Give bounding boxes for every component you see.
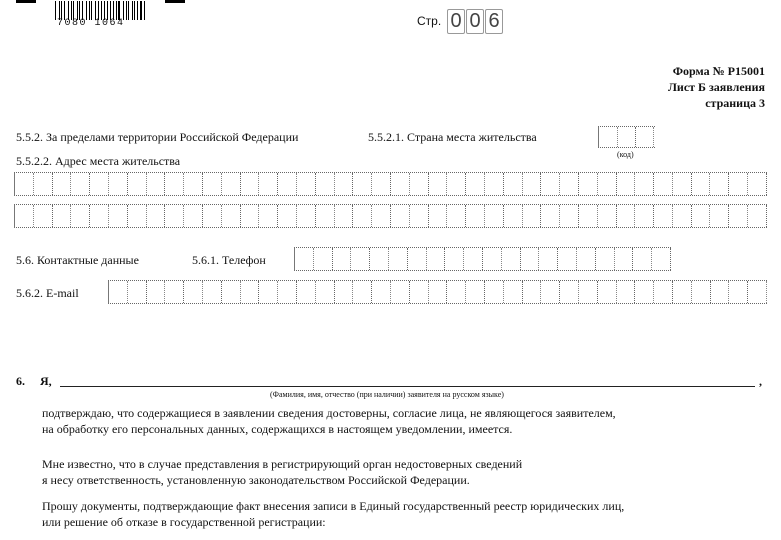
field-cell <box>710 173 729 195</box>
field-cell <box>445 248 464 270</box>
field-cell <box>692 173 711 195</box>
field-cell <box>316 205 335 227</box>
field-cell <box>673 205 692 227</box>
field-cell <box>34 173 53 195</box>
field-cell <box>353 205 372 227</box>
phone-label: 5.6.1. Телефон <box>192 253 266 267</box>
field-cell <box>485 205 504 227</box>
field-cell <box>335 281 354 303</box>
field-cell <box>147 281 166 303</box>
responsibility-line-1: Мне известно, что в случае представления в регистрирующий орган недостоверных сведений <box>42 457 523 471</box>
field-cell <box>579 205 598 227</box>
barcode-bar <box>55 1 56 20</box>
field-cell <box>241 173 260 195</box>
field-cell <box>184 173 203 195</box>
field-cell <box>278 281 297 303</box>
field-cell <box>147 173 166 195</box>
field-cell <box>652 248 671 270</box>
field-cell <box>560 173 579 195</box>
field-cell <box>335 205 354 227</box>
field-cell <box>147 205 166 227</box>
field-cell <box>128 205 147 227</box>
field-cell <box>109 173 128 195</box>
page-digit-3: 6 <box>485 9 503 34</box>
field-cell <box>391 173 410 195</box>
field-cell <box>372 205 391 227</box>
field-cell <box>389 248 408 270</box>
page-digit-1: 0 <box>447 9 465 34</box>
field-cell <box>596 248 615 270</box>
field-cell <box>109 205 128 227</box>
field-cell <box>15 205 34 227</box>
address-label: 5.5.2.2. Адрес места жительства <box>16 154 181 168</box>
field-cell <box>635 205 654 227</box>
field-cell <box>316 281 335 303</box>
field-cell <box>165 281 184 303</box>
field-cell <box>184 205 203 227</box>
request-line-2: или решение об отказе в государственной регистрации: <box>42 515 326 529</box>
field-cell <box>541 173 560 195</box>
field-cell <box>241 281 260 303</box>
page-title: страница 3 <box>705 96 765 110</box>
field-cell <box>579 173 598 195</box>
field-cell <box>335 173 354 195</box>
field-cell <box>635 173 654 195</box>
field-cell <box>259 173 278 195</box>
field-cell <box>410 173 429 195</box>
field-cell <box>71 173 90 195</box>
field-cell <box>295 248 314 270</box>
field-cell <box>165 205 184 227</box>
field-cell <box>203 205 222 227</box>
field-cell <box>297 205 316 227</box>
field-cell <box>539 248 558 270</box>
field-cell <box>447 173 466 195</box>
corner-mark-left <box>16 0 36 3</box>
request-paragraph <box>42 498 624 530</box>
field-cell <box>464 248 483 270</box>
page-digit-2: 0 <box>466 9 484 34</box>
section-5-5-2-label: 5.5.2. За пределами территории Российской Федерации <box>16 130 299 144</box>
confirm-line-1: подтверждаю, что содержащиеся в заявлении сведения достоверны, согласие лица, не являющегося заявителем, <box>42 406 616 420</box>
field-cell <box>617 173 636 195</box>
address-field-line-1[interactable] <box>14 172 767 196</box>
field-cell <box>729 281 748 303</box>
responsibility-paragraph <box>42 456 522 488</box>
field-cell <box>598 205 617 227</box>
responsibility-line-2: я несу ответственность, установленную законодательством Российской Федерации. <box>42 473 470 487</box>
fio-hint: (Фамилия, имя, отчество (при наличии) заявителя на русском языке) <box>270 390 504 399</box>
form-title: Форма № Р15001 <box>672 64 765 78</box>
field-cell <box>259 205 278 227</box>
field-cell <box>184 281 203 303</box>
field-cell <box>410 281 429 303</box>
field-cell <box>710 205 729 227</box>
field-cell <box>353 281 372 303</box>
field-cell <box>297 173 316 195</box>
field-cell <box>615 248 634 270</box>
field-cell <box>654 281 673 303</box>
field-cell <box>278 205 297 227</box>
field-cell <box>541 205 560 227</box>
field-cell <box>617 281 636 303</box>
field-cell <box>427 248 446 270</box>
field-cell <box>351 248 370 270</box>
field-cell <box>410 205 429 227</box>
field-cell <box>523 281 542 303</box>
field-cell <box>729 205 748 227</box>
field-cell <box>408 248 427 270</box>
page-number-boxes <box>447 9 504 34</box>
field-cell <box>314 248 333 270</box>
field-cell <box>333 248 352 270</box>
email-field[interactable] <box>108 280 767 304</box>
page-label: Стр. <box>417 14 442 28</box>
field-cell <box>109 281 128 303</box>
field-cell <box>316 173 335 195</box>
field-cell <box>673 281 692 303</box>
field-cell <box>560 281 579 303</box>
field-cell <box>372 281 391 303</box>
field-cell <box>15 173 34 195</box>
field-cell <box>222 205 241 227</box>
field-cell <box>729 173 748 195</box>
field-cell <box>53 205 72 227</box>
section-6-label: 6. <box>16 374 25 388</box>
field-cell <box>485 173 504 195</box>
field-cell <box>483 248 502 270</box>
field-cell <box>598 173 617 195</box>
field-cell <box>165 173 184 195</box>
field-cell <box>541 281 560 303</box>
field-cell <box>748 281 767 303</box>
field-cell <box>502 248 521 270</box>
field-cell <box>278 173 297 195</box>
field-cell <box>654 173 673 195</box>
barcode-number: 7080 1064 <box>57 18 125 29</box>
field-cell <box>203 281 222 303</box>
field-cell <box>635 281 654 303</box>
field-cell <box>692 205 711 227</box>
field-cell <box>560 205 579 227</box>
field-cell <box>504 205 523 227</box>
field-cell <box>523 205 542 227</box>
field-cell <box>633 248 652 270</box>
fio-comma: , <box>759 374 762 388</box>
field-cell <box>203 173 222 195</box>
email-label: 5.6.2. E-mail <box>16 286 79 300</box>
field-cell <box>90 173 109 195</box>
field-cell <box>748 173 767 195</box>
field-cell <box>521 248 540 270</box>
sheet-title: Лист Б заявления <box>667 80 765 94</box>
field-cell <box>297 281 316 303</box>
field-cell <box>748 205 767 227</box>
field-cell <box>598 281 617 303</box>
field-cell <box>391 281 410 303</box>
field-cell <box>128 173 147 195</box>
field-cell <box>523 173 542 195</box>
country-code-field[interactable] <box>598 126 655 148</box>
request-line-1: Прошу документы, подтверждающие факт внесения записи в Единый государственный реестр юридических лиц, <box>42 499 625 513</box>
field-cell <box>577 248 596 270</box>
field-cell <box>466 205 485 227</box>
field-cell <box>391 205 410 227</box>
fio-input-line[interactable] <box>60 386 755 387</box>
field-cell <box>128 281 147 303</box>
field-cell <box>222 281 241 303</box>
field-cell <box>34 205 53 227</box>
field-cell <box>222 173 241 195</box>
barcode-bar <box>132 1 133 20</box>
field-cell <box>429 205 448 227</box>
field-cell <box>466 173 485 195</box>
field-cell <box>654 205 673 227</box>
field-cell <box>485 281 504 303</box>
field-cell <box>370 248 389 270</box>
corner-mark-right <box>165 0 185 3</box>
field-cell <box>429 173 448 195</box>
field-cell <box>90 205 109 227</box>
field-cell <box>372 173 391 195</box>
field-cell <box>711 281 730 303</box>
field-cell <box>579 281 598 303</box>
field-cell <box>558 248 577 270</box>
field-cell <box>673 173 692 195</box>
field-cell <box>241 205 260 227</box>
field-cell <box>447 205 466 227</box>
barcode <box>55 0 145 20</box>
address-field-line-2[interactable] <box>14 204 767 228</box>
section-5-6-label: 5.6. Контактные данные <box>16 253 139 267</box>
country-label: 5.5.2.1. Страна места жительства <box>368 130 537 144</box>
field-cell <box>466 281 485 303</box>
field-cell <box>53 173 72 195</box>
phone-field[interactable] <box>294 247 671 271</box>
barcode-bar <box>140 1 141 20</box>
field-cell <box>71 205 90 227</box>
confirm-line-2: на обработку его персональных данных, содержащихся в настоящем уведомлении, имеется. <box>42 422 513 436</box>
field-cell <box>504 173 523 195</box>
code-note: (код) <box>617 150 634 159</box>
field-cell <box>504 281 523 303</box>
field-cell <box>447 281 466 303</box>
confirm-paragraph <box>42 405 616 437</box>
ya-label: Я, <box>40 374 52 388</box>
field-cell <box>259 281 278 303</box>
field-cell <box>429 281 448 303</box>
field-cell <box>617 205 636 227</box>
field-cell <box>353 173 372 195</box>
field-cell <box>692 281 711 303</box>
